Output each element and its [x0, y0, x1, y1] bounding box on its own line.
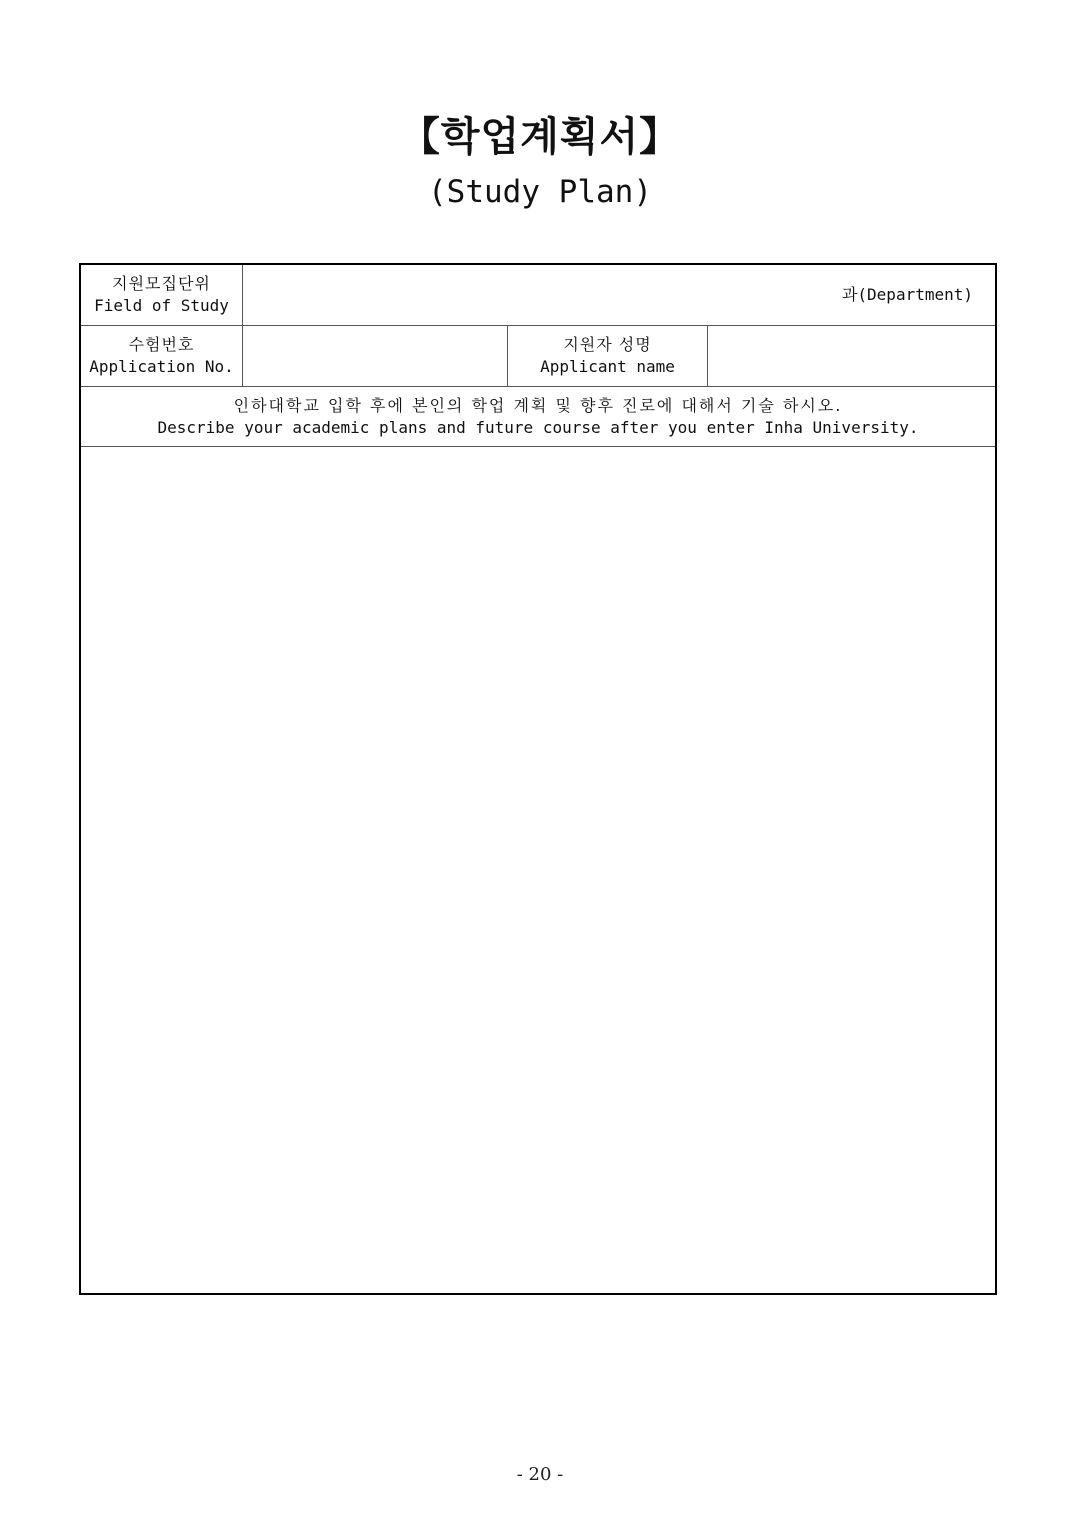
instruction-text-en: Describe your academic plans and future course after you enter Inha University. — [157, 417, 919, 437]
application-no-label — [81, 326, 243, 386]
department-suffix-en: (Department) — [857, 285, 973, 304]
study-plan-writing-area[interactable] — [81, 447, 995, 1293]
application-no-label-en: Application No. — [89, 357, 234, 376]
application-no-label-ko: 수험번호 — [128, 335, 195, 354]
applicant-name-label-en: Applicant name — [540, 357, 675, 376]
department-suffix-ko: 과 — [841, 285, 858, 304]
field-of-study-label-ko: 지원모집단위 — [112, 274, 211, 293]
page-title-korean: 【학업계획서】 — [399, 114, 681, 160]
instruction-text-ko: 인하대학교 입학 후에 본인의 학업 계획 및 향후 진로에 대해서 기술 하시오. — [233, 395, 843, 415]
field-of-study-label — [81, 265, 243, 325]
department-suffix — [842, 284, 973, 306]
instruction-row — [81, 387, 995, 447]
applicant-name-input[interactable] — [708, 326, 995, 386]
field-of-study-label-en: Field of Study — [94, 296, 229, 315]
page-title-english: (Study Plan) — [428, 174, 652, 210]
applicant-info-row — [81, 326, 995, 387]
applicant-name-label — [508, 326, 708, 386]
page-number: - 20 - — [516, 1464, 564, 1485]
study-plan-form — [79, 263, 997, 1295]
field-of-study-row — [81, 265, 995, 326]
instruction-text — [81, 387, 995, 446]
field-of-study-input[interactable] — [243, 265, 995, 325]
application-no-input[interactable] — [243, 326, 508, 386]
applicant-name-label-ko: 지원자 성명 — [563, 335, 652, 354]
